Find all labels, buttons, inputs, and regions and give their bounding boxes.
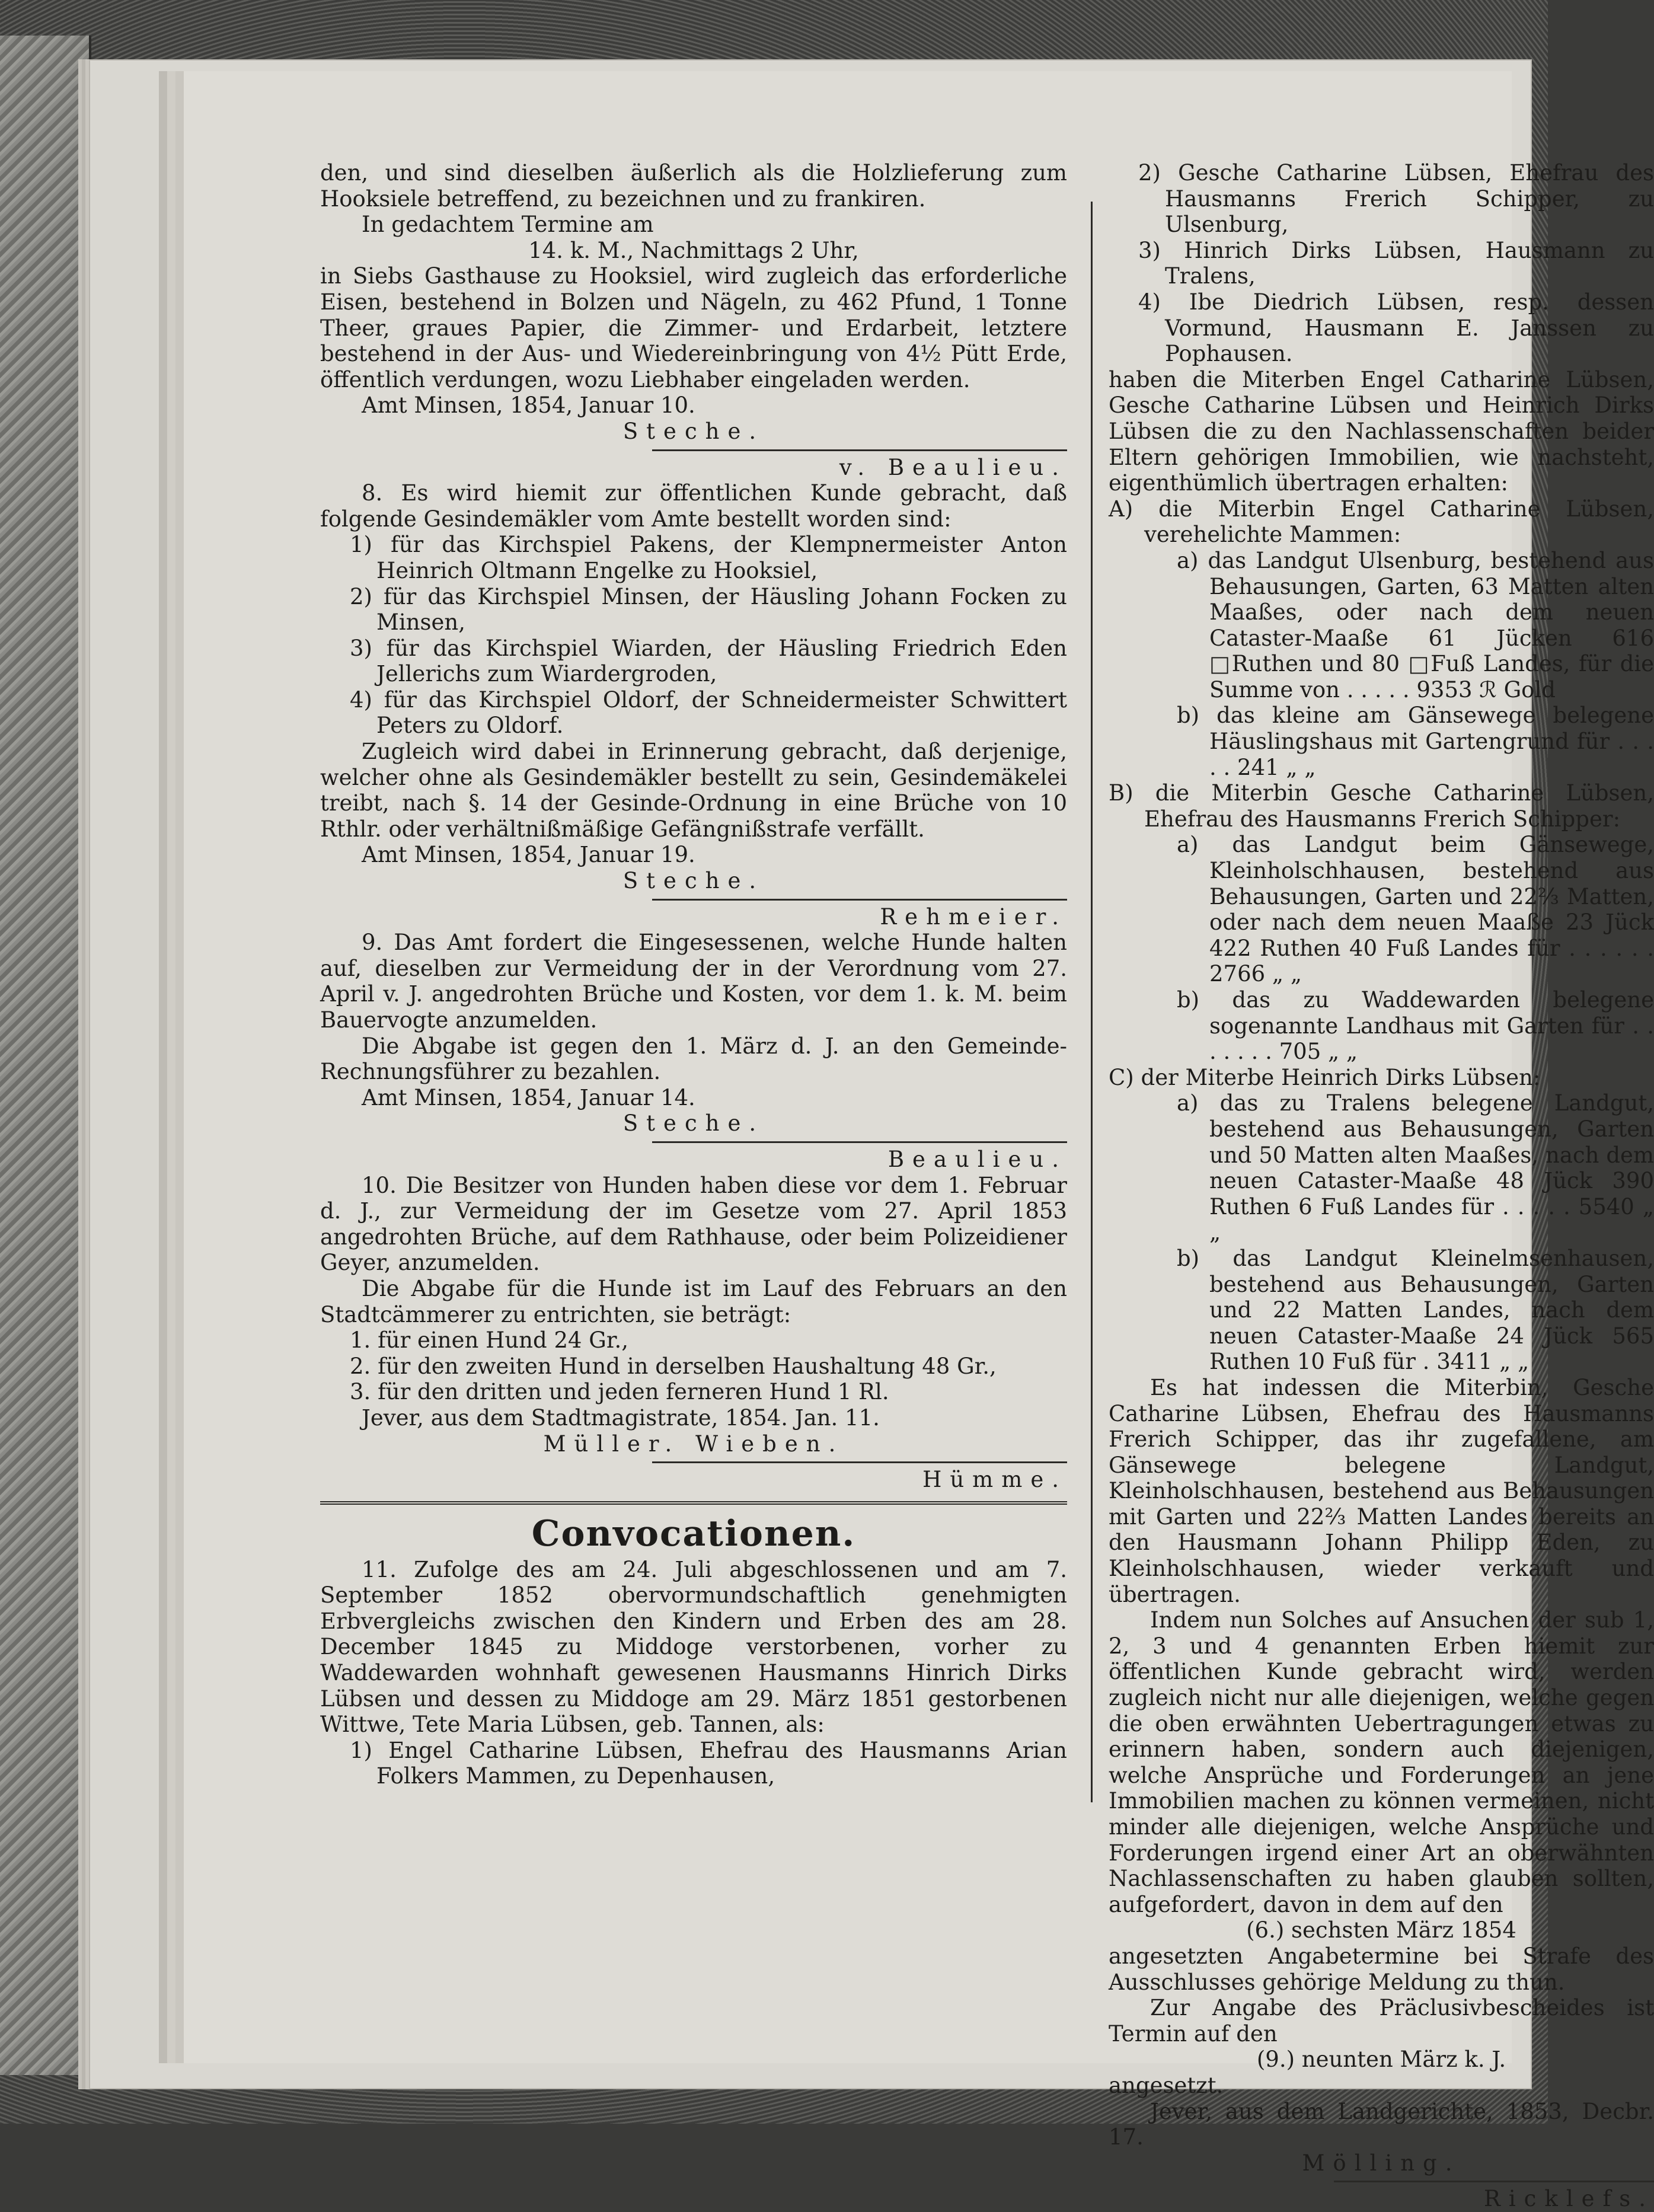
paragraph: Zur Angabe des Präclusivbescheides ist Termin auf den: [1109, 1995, 1654, 2047]
signature: Steche.: [622, 418, 765, 444]
paragraph: In gedachtem Termine am: [362, 212, 654, 238]
signature: Rehmeier.: [880, 904, 1067, 930]
list-item: 3. für den dritten und jeden ferneren Hund 1 Rl.: [350, 1379, 889, 1405]
list-heading: C) der Miterbe Heinrich Dirks Lübsen:: [1109, 1064, 1541, 1090]
list-heading: A) die Miterbin Engel Catharine Lübsen, verehelichte Mammen:: [1109, 496, 1654, 548]
date-line: (6.) sechsten März 1854: [1246, 1917, 1516, 1943]
signature: Hümme.: [922, 1467, 1067, 1493]
list-item: 2. für den zweiten Hund in derselben Haushaltung 48 Gr.,: [350, 1353, 997, 1379]
paragraph: angesetzten Angabetermine bei Strafe des Ausschlusses gehörige Meldung zu thun.: [1109, 1943, 1654, 1995]
divider: [652, 1141, 1067, 1143]
date-line: (9.) neunten März k. J.: [1256, 2047, 1506, 2073]
paragraph: den, und sind dieselben äußerlich als die Holzlieferung zum Hooksiele betreffend, zu bezeichnen und zu frankiren.: [320, 160, 1067, 212]
divider: [1334, 2181, 1654, 2182]
list-item: 3) für das Kirchspiel Wiarden, der Häusling Friedrich Eden Jellerichs zum Wiardergroden,: [350, 635, 1067, 687]
list-item: 2) Gesche Catharine Lübsen, Ehefrau des Hausmanns Frerich Schipper, zu Ulsenburg,: [1138, 160, 1654, 238]
paragraph: Es hat indessen die Miterbin, Gesche Catharine Lübsen, Ehefrau des Hausmanns Frerich Schipper, das ihr zugefallene, am Gänsewege belegene Landgut, Kleinholschhausen, bestehend aus Behausungen mit Garten und 22⅔ Matten Landes bereits an den Hausmann Johann Philipp Eden, zu Kleinholschhausen, wieder verkauft und übertragen.: [1109, 1374, 1654, 1607]
list-item: b) das Landgut Kleinelmsenhausen, bestehend aus Behausungen, Garten und 22 Matten Landes, nach dem neuen Cataster-Maaße 24 Jück 565 Ruthen 10 Fuß für . 3411 „ „: [1177, 1245, 1654, 1375]
divider: [652, 899, 1067, 901]
list-item: 3) Hinrich Dirks Lübsen, Hausmann zu Tralens,: [1138, 237, 1654, 289]
list-item: 2) für das Kirchspiel Minsen, der Häusling Johann Focken zu Minsen,: [350, 583, 1067, 636]
paragraph: 8. Es wird hiemit zur öffentlichen Kunde gebracht, daß folgende Gesindemäkler vom Amte bestellt worden sind:: [320, 480, 1067, 532]
list-item: a) das Landgut beim Gänsewege, Kleinholschhausen, bestehend aus Behausungen, Garten und 22⅔ Matten, oder nach dem neuen Maaße 23 Jück 422 Ruthen 40 Fuß Landes für . . . . . . 2766 „ „: [1177, 832, 1654, 987]
paragraph: Die Abgabe ist gegen den 1. März d. J. an den Gemeinde-Rechnungsführer zu bezahlen.: [320, 1033, 1067, 1085]
list-item: b) das zu Waddewarden belegene sogenannte Landhaus mit Garten für . . . . . . . 705 „ „: [1177, 987, 1654, 1065]
paragraph: angesetzt.: [1109, 2072, 1224, 2098]
paragraph: haben die Miterben Engel Catharine Lübsen, Gesche Catharine Lübsen und Heinrich Dirks Lübsen die zu den Nachlassenschaften beider Eltern gehörigen Immobilien, wie nachsteht, eigenthümlich übertragen erhalten:: [1109, 366, 1654, 496]
place-date: Amt Minsen, 1854, Januar 10.: [362, 392, 695, 419]
paragraph: Indem nun Solches auf Ansuchen der sub 1, 2, 3 und 4 genannten Erben hiemit zur öffentlichen Kunde gebracht wird, werden zugleich nicht nur alle diejenigen, welche gegen die oben erwähnten Uebertragungen etwas zu erinnern haben, sondern auch diejenigen, welche Ansprüche und Forderungen an jene Immobilien machen zu können vermeinen, nicht minder alle diejenigen, welche Ansprüche und Forderungen irgend einer Art an oberwähnten Nachlassenschaften zu haben glauben sollten, aufgefordert, davon in dem auf den: [1109, 1607, 1654, 1917]
paragraph: in Siebs Gasthause zu Hooksiel, wird zugleich das erforderliche Eisen, bestehend in Bolzen und Nägeln, zu 462 Pfund, 1 Tonne Theer, graues Papier, die Zimmer- und Erdarbeit, letztere bestehend in der Aus- und Wiedereinbringung von 4½ Pütt Erde, öffentlich verdungen, wozu Liebhaber eingeladen werden.: [320, 263, 1067, 392]
signature: Mölling.: [1302, 2150, 1461, 2176]
list-item: 1. für einen Hund 24 Gr.,: [350, 1327, 628, 1354]
place-date: Jever, aus dem Stadtmagistrate, 1854. Jan. 11.: [362, 1405, 880, 1431]
place-date: Jever, aus dem Landgerichte, 1853, Decbr. 17.: [1109, 2098, 1654, 2150]
document-page: [184, 71, 1654, 2212]
book-binding: [0, 36, 91, 2075]
left-column: [320, 160, 1067, 1789]
paragraph: 9. Das Amt fordert die Eingesessenen, welche Hunde halten auf, dieselben zur Vermeidung der in der Verordnung vom 27. April v. J. angedrohten Brüche und Kosten, vor dem 1. k. M. beim Bauervogte anzumelden.: [320, 930, 1067, 1033]
place-date: Amt Minsen, 1854, Januar 14.: [362, 1084, 695, 1110]
signature: Ricklefs.: [1483, 2186, 1654, 2212]
signature: Steche.: [622, 868, 765, 894]
paragraph: Zugleich wird dabei in Erinnerung gebracht, daß derjenige, welcher ohne als Gesindemäkler bestellt zu sein, Gesindemäkelei treibt, nach §. 14 der Gesinde-Ordnung in eine Brüche von 10 Rthlr. oder verhältnißmäßige Gefängnißstrafe verfällt.: [320, 739, 1067, 842]
signature: v. Beaulieu.: [839, 454, 1067, 480]
date-line: 14. k. M., Nachmittags 2 Uhr,: [528, 237, 859, 263]
column-separator: [1091, 202, 1093, 1802]
paragraph: 11. Zufolge des am 24. Juli abgeschlossenen und am 7. September 1852 obervormundschaftlich genehmigten Erbvergleichs zwischen den Kindern und Erben des am 28. December 1845 zu Middoge verstorbenen, vorher zu Waddewarden wohnhaft gewesenen Hausmanns Hinrich Dirks Lübsen und dessen zu Middoge am 29. März 1851 gestorbenen Wittwe, Tete Maria Lübsen, geb. Tannen, als:: [320, 1556, 1067, 1738]
paragraph: Die Abgabe für die Hunde ist im Lauf des Februars an den Stadtcämmerer zu entrichten, sie beträgt:: [320, 1275, 1067, 1327]
signature: Beaulieu.: [887, 1146, 1067, 1172]
list-item: 4) Ibe Diedrich Lübsen, resp. dessen Vormund, Hausmann E. Janssen zu Pophausen.: [1138, 289, 1654, 367]
divider: [652, 1461, 1067, 1463]
list-item: b) das kleine am Gänsewege belegene Häuslingshaus mit Gartengrund für . . . . . 241 „ „: [1177, 703, 1654, 780]
section-heading: Convocationen.: [531, 1512, 856, 1555]
paragraph: 10. Die Besitzer von Hunden haben diese vor dem 1. Februar d. J., zur Vermeidung der im Gesetze vom 27. April 1853 angedrohten Brüche, auf dem Rathhause, oder beim Polizeidiener Geyer, anzumelden.: [320, 1172, 1067, 1276]
place-date: Amt Minsen, 1854, Januar 19.: [362, 842, 695, 868]
divider: [652, 449, 1067, 451]
list-heading: B) die Miterbin Gesche Catharine Lübsen, Ehefrau des Hausmanns Frerich Schipper:: [1109, 780, 1654, 832]
list-item: 1) Engel Catharine Lübsen, Ehefrau des Hausmanns Arian Folkers Mammen, zu Depenhausen,: [350, 1737, 1067, 1789]
section-divider: [320, 1501, 1067, 1505]
signature: Steche.: [622, 1110, 765, 1137]
list-item: 1) für das Kirchspiel Pakens, der Klempnermeister Anton Heinrich Oltmann Engelke zu Hooksiel,: [350, 532, 1067, 583]
signature: Müller. Wieben.: [543, 1431, 844, 1457]
list-item: a) das Landgut Ulsenburg, bestehend aus Behausungen, Garten, 63 Matten alten Maaßes, oder nach dem neuen Cataster-Maaße 61 Jücken 616 □Ruthen und 80 □Fuß Landes, für die Summe von . . . . . 9353 ℛ Gold: [1177, 547, 1654, 703]
list-item: 4) für das Kirchspiel Oldorf, der Schneidermeister Schwittert Peters zu Oldorf.: [350, 687, 1067, 739]
list-item: a) das zu Tralens belegene Landgut, bestehend aus Behausungen, Garten und 50 Matten alten Maaßes, nach dem neuen Cataster-Maaße 48 Jück 390 Ruthen 6 Fuß Landes für . . . . . 5540 „ „: [1177, 1090, 1654, 1246]
right-column: [1109, 160, 1654, 2212]
